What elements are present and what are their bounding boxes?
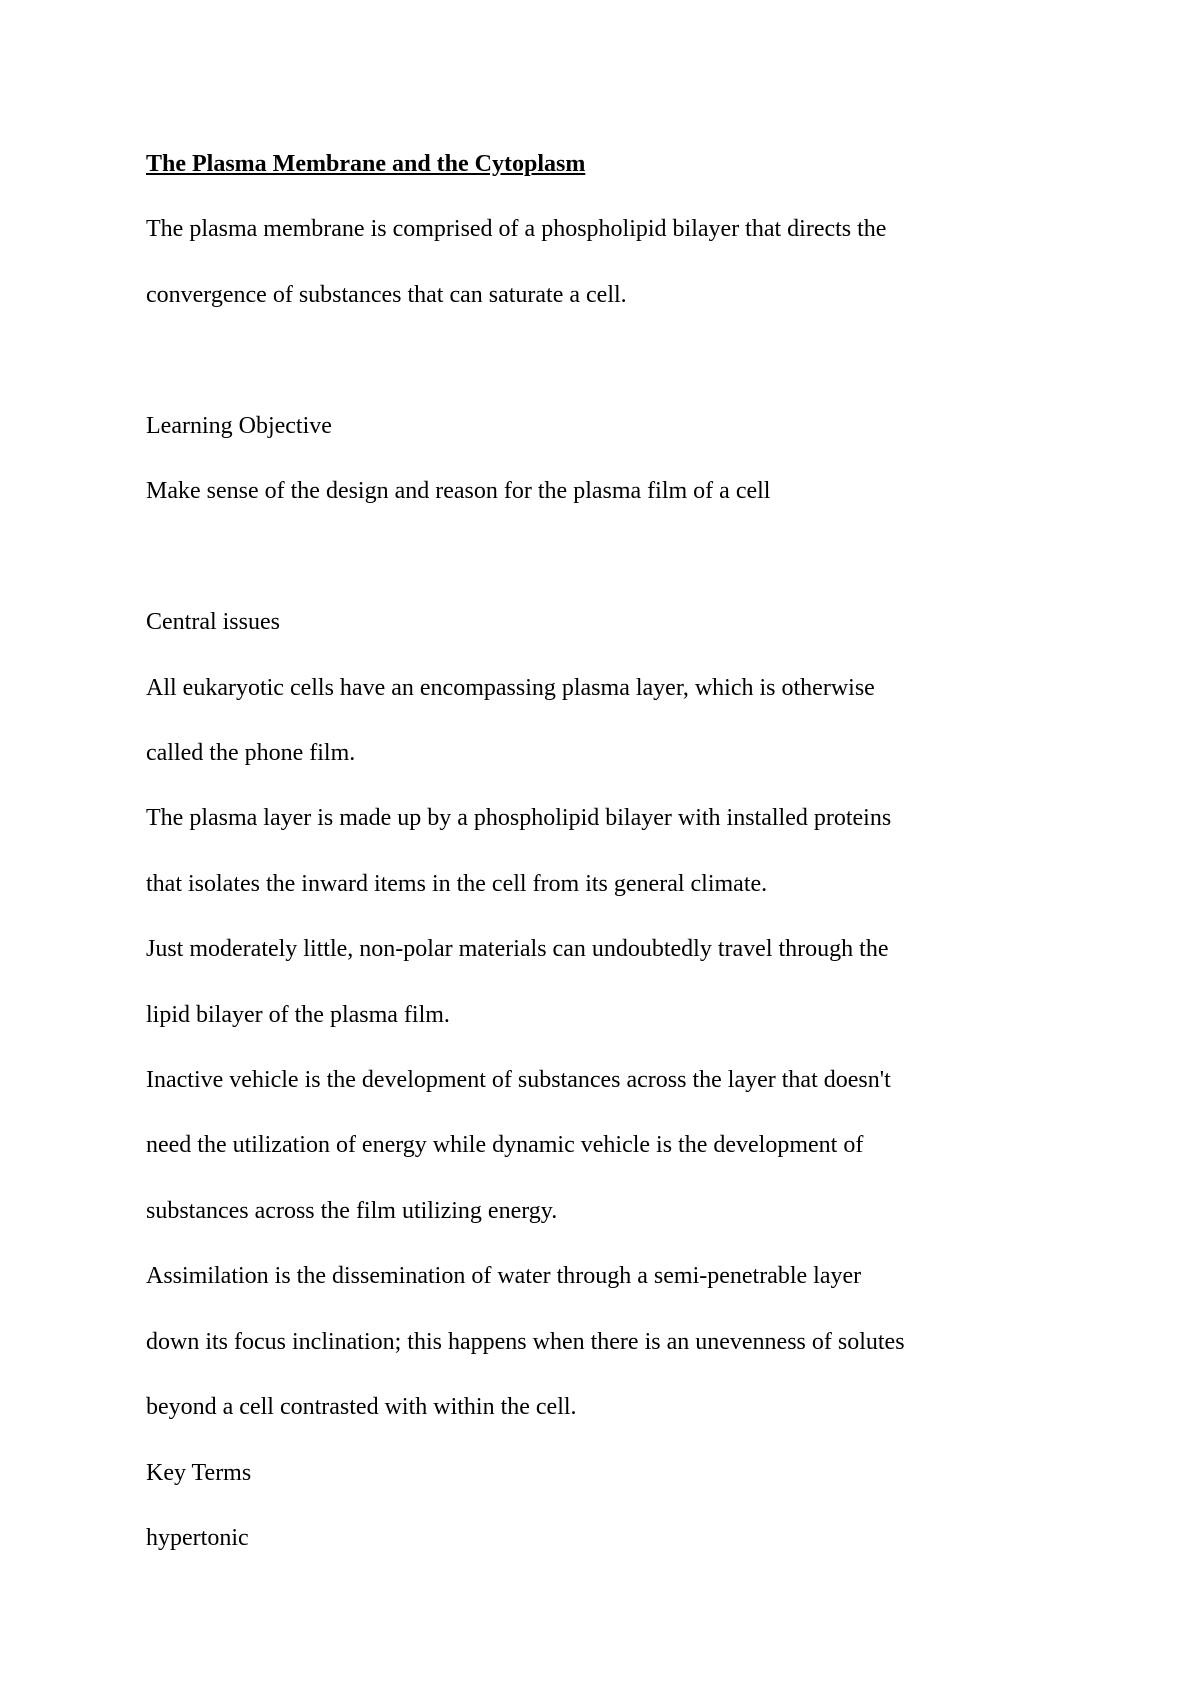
paragraph-line: beyond a cell contrasted with within the cell. [146,1394,577,1420]
paragraph-line: The plasma layer is made up by a phospholipid bilayer with installed proteins [146,805,892,831]
paragraph-line: convergence of substances that can saturate a cell. [146,282,627,308]
document-title: The Plasma Membrane and the Cytoplasm [146,151,586,177]
paragraph-line: Just moderately little, non-polar materials can undoubtedly travel through the [146,936,889,962]
paragraph-line: lipid bilayer of the plasma film. [146,1002,450,1028]
paragraph-line: that isolates the inward items in the cell from its general climate. [146,871,768,897]
section-heading-learning-objective: Learning Objective [146,413,332,439]
paragraph-line: called the phone film. [146,740,356,766]
paragraph-line: Inactive vehicle is the development of substances across the layer that doesn't [146,1067,891,1093]
paragraph-line: Make sense of the design and reason for the plasma film of a cell [146,478,771,504]
paragraph-line: need the utilization of energy while dynamic vehicle is the development of [146,1132,864,1158]
paragraph-line: down its focus inclination; this happens when there is an unevenness of solutes [146,1329,905,1355]
section-heading-central-issues: Central issues [146,609,280,635]
key-term: hypertonic [146,1525,249,1551]
paragraph-line: The plasma membrane is comprised of a phospholipid bilayer that directs the [146,216,887,242]
section-heading-key-terms: Key Terms [146,1460,252,1486]
paragraph-line: Assimilation is the dissemination of water through a semi-penetrable layer [146,1263,862,1289]
paragraph-line: All eukaryotic cells have an encompassing plasma layer, which is otherwise [146,675,875,701]
paragraph-line: substances across the film utilizing energy. [146,1198,558,1224]
